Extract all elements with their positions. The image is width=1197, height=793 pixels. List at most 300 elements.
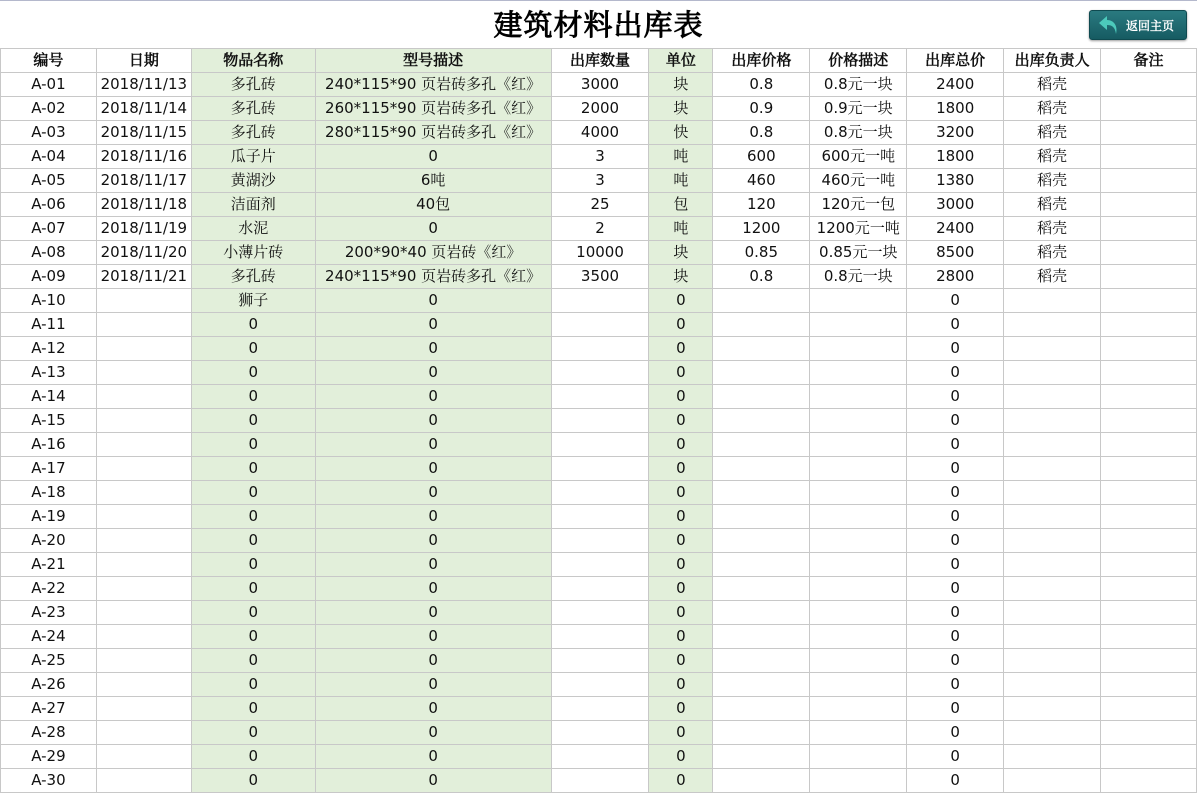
- cell-model-desc[interactable]: 240*115*90 页岩砖多孔《红》: [315, 265, 551, 289]
- cell-id[interactable]: A-12: [1, 337, 97, 361]
- cell-date[interactable]: [96, 289, 191, 313]
- cell-owner[interactable]: 稻壳: [1004, 241, 1101, 265]
- cell-item-name[interactable]: 0: [191, 769, 315, 793]
- cell-owner[interactable]: [1004, 601, 1101, 625]
- cell-remark[interactable]: [1101, 361, 1197, 385]
- cell-quantity[interactable]: [551, 553, 649, 577]
- column-header-price-desc[interactable]: 价格描述: [810, 49, 907, 73]
- cell-date[interactable]: [96, 601, 191, 625]
- cell-date[interactable]: [96, 457, 191, 481]
- cell-item-name[interactable]: 0: [191, 721, 315, 745]
- cell-unit[interactable]: 快: [649, 121, 713, 145]
- cell-total[interactable]: 0: [907, 625, 1004, 649]
- cell-owner[interactable]: 稻壳: [1004, 97, 1101, 121]
- cell-price[interactable]: [713, 457, 810, 481]
- column-header-date[interactable]: 日期: [96, 49, 191, 73]
- cell-quantity[interactable]: 2000: [551, 97, 649, 121]
- cell-model-desc[interactable]: 0: [315, 673, 551, 697]
- cell-remark[interactable]: [1101, 409, 1197, 433]
- cell-unit[interactable]: 块: [649, 265, 713, 289]
- cell-price-desc[interactable]: [810, 673, 907, 697]
- cell-quantity[interactable]: [551, 337, 649, 361]
- column-header-price[interactable]: 出库价格: [713, 49, 810, 73]
- cell-unit[interactable]: 吨: [649, 169, 713, 193]
- cell-id[interactable]: A-19: [1, 505, 97, 529]
- cell-unit[interactable]: 0: [649, 577, 713, 601]
- cell-unit[interactable]: 0: [649, 433, 713, 457]
- cell-id[interactable]: A-17: [1, 457, 97, 481]
- cell-unit[interactable]: 块: [649, 241, 713, 265]
- column-header-total[interactable]: 出库总价: [907, 49, 1004, 73]
- cell-model-desc[interactable]: 0: [315, 529, 551, 553]
- cell-price-desc[interactable]: [810, 409, 907, 433]
- cell-unit[interactable]: 吨: [649, 145, 713, 169]
- cell-owner[interactable]: 稻壳: [1004, 217, 1101, 241]
- cell-id[interactable]: A-22: [1, 577, 97, 601]
- cell-item-name[interactable]: 多孔砖: [191, 121, 315, 145]
- cell-model-desc[interactable]: 0: [315, 697, 551, 721]
- cell-remark[interactable]: [1101, 745, 1197, 769]
- cell-price-desc[interactable]: [810, 361, 907, 385]
- cell-price[interactable]: [713, 289, 810, 313]
- cell-date[interactable]: 2018/11/18: [96, 193, 191, 217]
- cell-owner[interactable]: 稻壳: [1004, 121, 1101, 145]
- cell-unit[interactable]: 0: [649, 409, 713, 433]
- cell-quantity[interactable]: [551, 721, 649, 745]
- cell-id[interactable]: A-30: [1, 769, 97, 793]
- cell-price-desc[interactable]: [810, 577, 907, 601]
- cell-unit[interactable]: 0: [649, 385, 713, 409]
- cell-unit[interactable]: 0: [649, 721, 713, 745]
- cell-item-name[interactable]: 多孔砖: [191, 265, 315, 289]
- cell-price-desc[interactable]: [810, 313, 907, 337]
- cell-id[interactable]: A-06: [1, 193, 97, 217]
- cell-price-desc[interactable]: [810, 289, 907, 313]
- cell-date[interactable]: [96, 625, 191, 649]
- cell-remark[interactable]: [1101, 601, 1197, 625]
- cell-total[interactable]: 0: [907, 361, 1004, 385]
- cell-price-desc[interactable]: [810, 745, 907, 769]
- cell-unit[interactable]: 0: [649, 769, 713, 793]
- cell-quantity[interactable]: 10000: [551, 241, 649, 265]
- column-header-quantity[interactable]: 出库数量: [551, 49, 649, 73]
- cell-total[interactable]: 0: [907, 529, 1004, 553]
- cell-model-desc[interactable]: 0: [315, 385, 551, 409]
- cell-owner[interactable]: [1004, 745, 1101, 769]
- cell-total[interactable]: 0: [907, 601, 1004, 625]
- cell-remark[interactable]: [1101, 673, 1197, 697]
- cell-owner[interactable]: 稻壳: [1004, 73, 1101, 97]
- cell-price-desc[interactable]: [810, 433, 907, 457]
- cell-price-desc[interactable]: [810, 625, 907, 649]
- cell-date[interactable]: [96, 385, 191, 409]
- cell-unit[interactable]: 0: [649, 457, 713, 481]
- cell-owner[interactable]: [1004, 337, 1101, 361]
- cell-quantity[interactable]: [551, 313, 649, 337]
- cell-date[interactable]: 2018/11/13: [96, 73, 191, 97]
- cell-owner[interactable]: [1004, 577, 1101, 601]
- cell-quantity[interactable]: [551, 601, 649, 625]
- cell-unit[interactable]: 吨: [649, 217, 713, 241]
- cell-price[interactable]: [713, 313, 810, 337]
- cell-owner[interactable]: [1004, 313, 1101, 337]
- cell-quantity[interactable]: [551, 289, 649, 313]
- cell-price[interactable]: [713, 481, 810, 505]
- cell-id[interactable]: A-18: [1, 481, 97, 505]
- column-header-remark[interactable]: 备注: [1101, 49, 1197, 73]
- cell-item-name[interactable]: 0: [191, 745, 315, 769]
- cell-total[interactable]: 0: [907, 553, 1004, 577]
- column-header-item-name[interactable]: 物品名称: [191, 49, 315, 73]
- cell-item-name[interactable]: 0: [191, 457, 315, 481]
- cell-price-desc[interactable]: 460元一吨: [810, 169, 907, 193]
- cell-price[interactable]: 0.8: [713, 73, 810, 97]
- cell-total[interactable]: 1800: [907, 145, 1004, 169]
- cell-model-desc[interactable]: 0: [315, 745, 551, 769]
- cell-id[interactable]: A-10: [1, 289, 97, 313]
- cell-total[interactable]: 0: [907, 337, 1004, 361]
- cell-total[interactable]: 3200: [907, 121, 1004, 145]
- cell-price[interactable]: 120: [713, 193, 810, 217]
- cell-price[interactable]: 460: [713, 169, 810, 193]
- cell-unit[interactable]: 0: [649, 601, 713, 625]
- cell-date[interactable]: 2018/11/21: [96, 265, 191, 289]
- cell-date[interactable]: [96, 313, 191, 337]
- cell-item-name[interactable]: 洁面剂: [191, 193, 315, 217]
- cell-price[interactable]: [713, 505, 810, 529]
- cell-total[interactable]: 0: [907, 673, 1004, 697]
- cell-owner[interactable]: [1004, 361, 1101, 385]
- cell-owner[interactable]: [1004, 433, 1101, 457]
- cell-price-desc[interactable]: [810, 337, 907, 361]
- cell-owner[interactable]: [1004, 457, 1101, 481]
- cell-quantity[interactable]: [551, 649, 649, 673]
- cell-remark[interactable]: [1101, 553, 1197, 577]
- cell-total[interactable]: 1380: [907, 169, 1004, 193]
- cell-price[interactable]: [713, 697, 810, 721]
- cell-total[interactable]: 0: [907, 505, 1004, 529]
- cell-date[interactable]: [96, 337, 191, 361]
- cell-total[interactable]: 2400: [907, 73, 1004, 97]
- cell-id[interactable]: A-29: [1, 745, 97, 769]
- cell-quantity[interactable]: [551, 433, 649, 457]
- cell-model-desc[interactable]: 0: [315, 433, 551, 457]
- cell-price-desc[interactable]: [810, 529, 907, 553]
- cell-price[interactable]: [713, 577, 810, 601]
- cell-item-name[interactable]: 0: [191, 433, 315, 457]
- cell-model-desc[interactable]: 0: [315, 145, 551, 169]
- cell-price[interactable]: [713, 625, 810, 649]
- cell-item-name[interactable]: 狮子: [191, 289, 315, 313]
- back-to-home-button[interactable]: [1089, 10, 1187, 40]
- cell-owner[interactable]: [1004, 625, 1101, 649]
- cell-remark[interactable]: [1101, 649, 1197, 673]
- cell-price-desc[interactable]: [810, 505, 907, 529]
- cell-total[interactable]: 2800: [907, 265, 1004, 289]
- cell-owner[interactable]: 稻壳: [1004, 169, 1101, 193]
- cell-date[interactable]: 2018/11/15: [96, 121, 191, 145]
- cell-unit[interactable]: 0: [649, 361, 713, 385]
- cell-item-name[interactable]: 0: [191, 529, 315, 553]
- cell-total[interactable]: 3000: [907, 193, 1004, 217]
- cell-date[interactable]: [96, 361, 191, 385]
- cell-id[interactable]: A-02: [1, 97, 97, 121]
- cell-model-desc[interactable]: 0: [315, 409, 551, 433]
- cell-total[interactable]: 0: [907, 481, 1004, 505]
- cell-unit[interactable]: 块: [649, 97, 713, 121]
- cell-remark[interactable]: [1101, 265, 1197, 289]
- cell-owner[interactable]: [1004, 289, 1101, 313]
- cell-item-name[interactable]: 0: [191, 673, 315, 697]
- cell-date[interactable]: 2018/11/16: [96, 145, 191, 169]
- cell-item-name[interactable]: 0: [191, 313, 315, 337]
- cell-model-desc[interactable]: 0: [315, 337, 551, 361]
- cell-quantity[interactable]: 3500: [551, 265, 649, 289]
- cell-quantity[interactable]: 3: [551, 169, 649, 193]
- cell-remark[interactable]: [1101, 241, 1197, 265]
- cell-item-name[interactable]: 0: [191, 577, 315, 601]
- column-header-unit[interactable]: 单位: [649, 49, 713, 73]
- cell-model-desc[interactable]: 0: [315, 649, 551, 673]
- cell-id[interactable]: A-03: [1, 121, 97, 145]
- cell-total[interactable]: 1800: [907, 97, 1004, 121]
- cell-price[interactable]: [713, 721, 810, 745]
- cell-quantity[interactable]: 3: [551, 145, 649, 169]
- cell-date[interactable]: [96, 745, 191, 769]
- cell-id[interactable]: A-15: [1, 409, 97, 433]
- cell-price-desc[interactable]: [810, 481, 907, 505]
- cell-quantity[interactable]: [551, 361, 649, 385]
- cell-id[interactable]: A-07: [1, 217, 97, 241]
- column-header-id[interactable]: 编号: [1, 49, 97, 73]
- cell-id[interactable]: A-23: [1, 601, 97, 625]
- cell-item-name[interactable]: 0: [191, 481, 315, 505]
- cell-item-name[interactable]: 0: [191, 601, 315, 625]
- cell-item-name[interactable]: 0: [191, 625, 315, 649]
- cell-id[interactable]: A-14: [1, 385, 97, 409]
- cell-unit[interactable]: 0: [649, 313, 713, 337]
- cell-quantity[interactable]: 4000: [551, 121, 649, 145]
- cell-total[interactable]: 0: [907, 649, 1004, 673]
- cell-price[interactable]: 1200: [713, 217, 810, 241]
- cell-item-name[interactable]: 多孔砖: [191, 97, 315, 121]
- cell-quantity[interactable]: [551, 481, 649, 505]
- cell-owner[interactable]: [1004, 481, 1101, 505]
- cell-owner[interactable]: 稻壳: [1004, 145, 1101, 169]
- cell-id[interactable]: A-09: [1, 265, 97, 289]
- cell-price-desc[interactable]: [810, 649, 907, 673]
- cell-price-desc[interactable]: [810, 697, 907, 721]
- cell-total[interactable]: 0: [907, 409, 1004, 433]
- cell-remark[interactable]: [1101, 625, 1197, 649]
- cell-remark[interactable]: [1101, 169, 1197, 193]
- cell-id[interactable]: A-25: [1, 649, 97, 673]
- cell-date[interactable]: 2018/11/14: [96, 97, 191, 121]
- cell-remark[interactable]: [1101, 697, 1197, 721]
- cell-date[interactable]: 2018/11/20: [96, 241, 191, 265]
- cell-owner[interactable]: 稻壳: [1004, 265, 1101, 289]
- cell-date[interactable]: [96, 409, 191, 433]
- cell-price[interactable]: [713, 337, 810, 361]
- cell-price-desc[interactable]: [810, 457, 907, 481]
- cell-price[interactable]: 0.8: [713, 121, 810, 145]
- cell-owner[interactable]: [1004, 505, 1101, 529]
- cell-remark[interactable]: [1101, 97, 1197, 121]
- cell-item-name[interactable]: 0: [191, 505, 315, 529]
- cell-quantity[interactable]: 2: [551, 217, 649, 241]
- cell-model-desc[interactable]: 0: [315, 481, 551, 505]
- cell-unit[interactable]: 0: [649, 697, 713, 721]
- cell-quantity[interactable]: [551, 529, 649, 553]
- cell-remark[interactable]: [1101, 145, 1197, 169]
- cell-model-desc[interactable]: 0: [315, 721, 551, 745]
- cell-date[interactable]: [96, 433, 191, 457]
- cell-remark[interactable]: [1101, 193, 1197, 217]
- cell-price[interactable]: [713, 601, 810, 625]
- cell-owner[interactable]: [1004, 529, 1101, 553]
- cell-price[interactable]: 0.8: [713, 265, 810, 289]
- cell-quantity[interactable]: [551, 673, 649, 697]
- cell-owner[interactable]: [1004, 697, 1101, 721]
- cell-unit[interactable]: 0: [649, 289, 713, 313]
- cell-quantity[interactable]: 3000: [551, 73, 649, 97]
- cell-id[interactable]: A-04: [1, 145, 97, 169]
- cell-date[interactable]: [96, 577, 191, 601]
- cell-price-desc[interactable]: 0.8元一块: [810, 121, 907, 145]
- cell-model-desc[interactable]: 0: [315, 313, 551, 337]
- cell-date[interactable]: [96, 649, 191, 673]
- cell-total[interactable]: 0: [907, 433, 1004, 457]
- cell-quantity[interactable]: [551, 577, 649, 601]
- cell-id[interactable]: A-27: [1, 697, 97, 721]
- cell-owner[interactable]: [1004, 673, 1101, 697]
- cell-unit[interactable]: 0: [649, 649, 713, 673]
- cell-price[interactable]: 600: [713, 145, 810, 169]
- cell-model-desc[interactable]: 0: [315, 217, 551, 241]
- cell-total[interactable]: 0: [907, 289, 1004, 313]
- cell-price-desc[interactable]: 0.8元一块: [810, 265, 907, 289]
- cell-item-name[interactable]: 黄湖沙: [191, 169, 315, 193]
- cell-date[interactable]: [96, 721, 191, 745]
- cell-price-desc[interactable]: [810, 721, 907, 745]
- cell-remark[interactable]: [1101, 313, 1197, 337]
- cell-price[interactable]: [713, 409, 810, 433]
- cell-id[interactable]: A-01: [1, 73, 97, 97]
- cell-remark[interactable]: [1101, 385, 1197, 409]
- cell-unit[interactable]: 块: [649, 73, 713, 97]
- cell-item-name[interactable]: 0: [191, 649, 315, 673]
- cell-id[interactable]: A-24: [1, 625, 97, 649]
- cell-unit[interactable]: 0: [649, 505, 713, 529]
- cell-model-desc[interactable]: 280*115*90 页岩砖多孔《红》: [315, 121, 551, 145]
- cell-owner[interactable]: [1004, 409, 1101, 433]
- cell-item-name[interactable]: 0: [191, 337, 315, 361]
- cell-total[interactable]: 0: [907, 721, 1004, 745]
- cell-owner[interactable]: [1004, 721, 1101, 745]
- cell-total[interactable]: 0: [907, 577, 1004, 601]
- cell-id[interactable]: A-20: [1, 529, 97, 553]
- cell-item-name[interactable]: 0: [191, 361, 315, 385]
- cell-date[interactable]: 2018/11/19: [96, 217, 191, 241]
- cell-model-desc[interactable]: 0: [315, 457, 551, 481]
- cell-price-desc[interactable]: 0.85元一块: [810, 241, 907, 265]
- cell-model-desc[interactable]: 0: [315, 553, 551, 577]
- cell-model-desc[interactable]: 0: [315, 577, 551, 601]
- cell-remark[interactable]: [1101, 121, 1197, 145]
- cell-total[interactable]: 8500: [907, 241, 1004, 265]
- cell-remark[interactable]: [1101, 577, 1197, 601]
- cell-remark[interactable]: [1101, 337, 1197, 361]
- cell-id[interactable]: A-13: [1, 361, 97, 385]
- cell-item-name[interactable]: 0: [191, 409, 315, 433]
- cell-total[interactable]: 0: [907, 697, 1004, 721]
- cell-id[interactable]: A-26: [1, 673, 97, 697]
- cell-price[interactable]: [713, 361, 810, 385]
- cell-id[interactable]: A-28: [1, 721, 97, 745]
- cell-quantity[interactable]: [551, 745, 649, 769]
- cell-total[interactable]: 0: [907, 769, 1004, 793]
- cell-model-desc[interactable]: 0: [315, 601, 551, 625]
- cell-model-desc[interactable]: 200*90*40 页岩砖《红》: [315, 241, 551, 265]
- cell-remark[interactable]: [1101, 457, 1197, 481]
- cell-date[interactable]: [96, 505, 191, 529]
- cell-total[interactable]: 0: [907, 745, 1004, 769]
- cell-price-desc[interactable]: 0.8元一块: [810, 73, 907, 97]
- cell-remark[interactable]: [1101, 529, 1197, 553]
- cell-date[interactable]: [96, 697, 191, 721]
- cell-price[interactable]: [713, 433, 810, 457]
- cell-date[interactable]: [96, 673, 191, 697]
- cell-total[interactable]: 0: [907, 313, 1004, 337]
- cell-remark[interactable]: [1101, 217, 1197, 241]
- cell-item-name[interactable]: 水泥: [191, 217, 315, 241]
- cell-price[interactable]: [713, 649, 810, 673]
- cell-item-name[interactable]: 0: [191, 697, 315, 721]
- cell-price-desc[interactable]: [810, 385, 907, 409]
- cell-unit[interactable]: 0: [649, 673, 713, 697]
- cell-model-desc[interactable]: 40包: [315, 193, 551, 217]
- cell-model-desc[interactable]: 0: [315, 625, 551, 649]
- cell-price[interactable]: [713, 385, 810, 409]
- cell-price-desc[interactable]: 1200元一吨: [810, 217, 907, 241]
- cell-model-desc[interactable]: 0: [315, 769, 551, 793]
- cell-item-name[interactable]: 0: [191, 385, 315, 409]
- cell-id[interactable]: A-11: [1, 313, 97, 337]
- cell-quantity[interactable]: [551, 697, 649, 721]
- cell-quantity[interactable]: [551, 505, 649, 529]
- cell-price[interactable]: [713, 529, 810, 553]
- cell-remark[interactable]: [1101, 73, 1197, 97]
- cell-model-desc[interactable]: 260*115*90 页岩砖多孔《红》: [315, 97, 551, 121]
- cell-item-name[interactable]: 多孔砖: [191, 73, 315, 97]
- cell-remark[interactable]: [1101, 505, 1197, 529]
- cell-id[interactable]: A-08: [1, 241, 97, 265]
- cell-price[interactable]: [713, 745, 810, 769]
- cell-price[interactable]: [713, 673, 810, 697]
- cell-date[interactable]: [96, 529, 191, 553]
- cell-price[interactable]: 0.9: [713, 97, 810, 121]
- cell-price-desc[interactable]: 120元一包: [810, 193, 907, 217]
- cell-owner[interactable]: [1004, 385, 1101, 409]
- cell-quantity[interactable]: [551, 457, 649, 481]
- cell-price[interactable]: 0.85: [713, 241, 810, 265]
- cell-unit[interactable]: 0: [649, 745, 713, 769]
- cell-unit[interactable]: 0: [649, 625, 713, 649]
- column-header-model-desc[interactable]: 型号描述: [315, 49, 551, 73]
- cell-model-desc[interactable]: 240*115*90 页岩砖多孔《红》: [315, 73, 551, 97]
- cell-unit[interactable]: 0: [649, 481, 713, 505]
- cell-quantity[interactable]: [551, 409, 649, 433]
